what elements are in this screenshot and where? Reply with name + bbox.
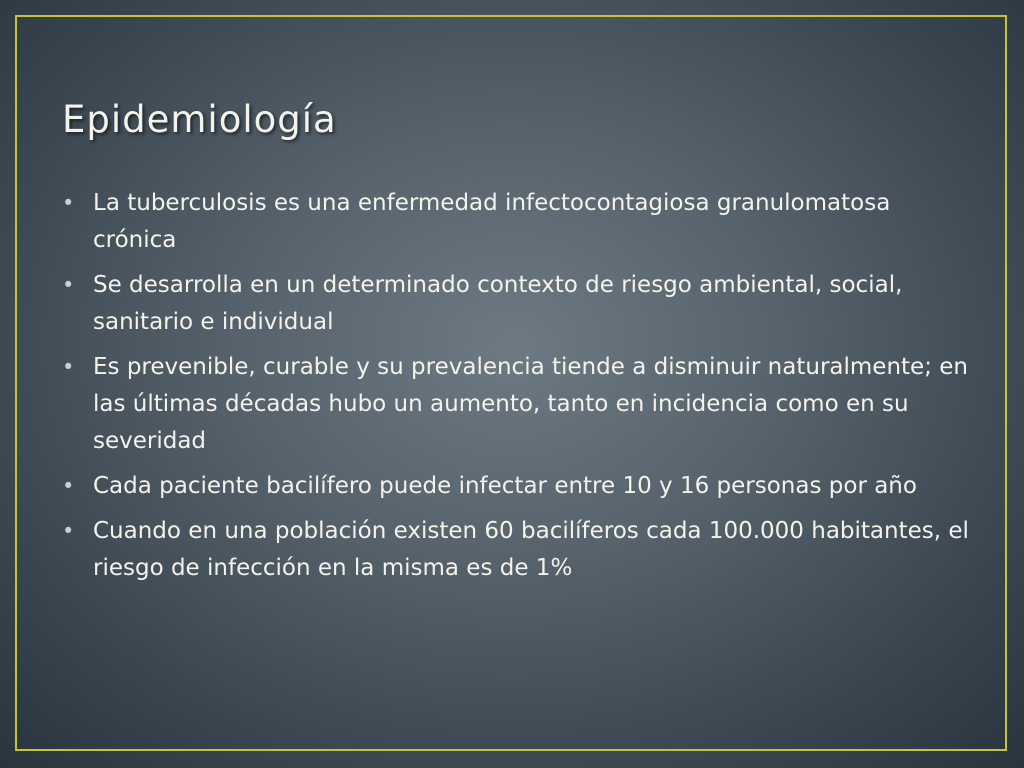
bullet-text: Es prevenible, curable y su prevalencia tiende a disminuir naturalmente; en las últimas décadas hubo un aumento, tanto en incidencia como en su severidad bbox=[93, 354, 968, 454]
bullet-text: La tuberculosis es una enfermedad infectocontagiosa granulomatosa crónica bbox=[93, 190, 891, 253]
bullet-item bbox=[62, 513, 972, 587]
bullet-item bbox=[62, 185, 972, 259]
bullet-text: Se desarrolla en un determinado contexto de riesgo ambiental, social, sanitario e individual bbox=[93, 272, 903, 335]
slide-title: Epidemiología bbox=[62, 98, 337, 141]
bullet-point-icon: • bbox=[62, 474, 75, 498]
bullet-point-icon: • bbox=[62, 273, 75, 297]
bullet-item bbox=[62, 468, 972, 505]
bullet-point-icon: • bbox=[62, 191, 75, 215]
bullet-list bbox=[62, 185, 972, 595]
bullet-text: Cada paciente bacilífero puede infectar entre 10 y 16 personas por año bbox=[93, 473, 917, 499]
bullet-item bbox=[62, 349, 972, 460]
bullet-point-icon: • bbox=[62, 355, 75, 379]
bullet-text: Cuando en una población existen 60 bacilíferos cada 100.000 habitantes, el riesgo de infección en la misma es de 1% bbox=[93, 518, 969, 581]
bullet-point-icon: • bbox=[62, 519, 75, 543]
bullet-item bbox=[62, 267, 972, 341]
